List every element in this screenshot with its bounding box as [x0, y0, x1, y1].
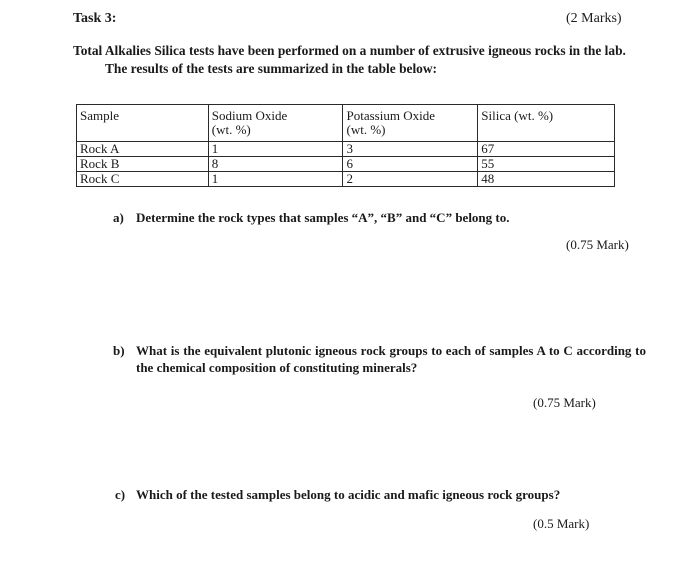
header-label: Sodium Oxide — [211, 108, 288, 123]
question-c-text: Which of the tested samples belong to acidic and mafic igneous rock groups? — [136, 487, 561, 502]
intro-text-line-2: The results of the tests are summarized in the table below: — [105, 61, 437, 76]
table-row — [77, 142, 615, 157]
cell-sodium-oxide: 1 — [208, 142, 343, 157]
cell-potassium-oxide: 6 — [343, 157, 478, 172]
question-c-label: c) — [115, 487, 126, 502]
question-b-label: b) — [113, 343, 125, 358]
results-table — [76, 104, 615, 187]
cell-sample: Rock B — [77, 157, 209, 172]
cell-silica: 55 — [478, 157, 615, 172]
question-b-text: What is the equivalent plutonic igneous rock groups to each of samples A to C according to the chemical composition of constituting minerals? — [136, 343, 646, 375]
table-header-row — [77, 105, 615, 142]
table-row — [77, 172, 615, 187]
question-c-marks: (0.5 Mark) — [533, 516, 590, 531]
header-label: Potassium Oxide — [346, 108, 435, 123]
question-b-marks: (0.75 Mark) — [533, 395, 596, 410]
cell-potassium-oxide: 3 — [343, 142, 478, 157]
task-total-marks: (2 Marks) — [566, 11, 622, 26]
header-label: Sample — [80, 108, 119, 123]
cell-silica: 67 — [478, 142, 615, 157]
intro-text-line-1: Total Alkalies Silica tests have been performed on a number of extrusive igneous rocks in the lab. — [73, 43, 626, 58]
cell-sodium-oxide: 8 — [208, 157, 343, 172]
question-a-marks: (0.75 Mark) — [566, 237, 629, 252]
question-a-text: Determine the rock types that samples “A”, “B” and “C” belong to. — [136, 210, 510, 225]
task-title: Task 3: — [73, 11, 117, 26]
header-unit: (wt. %) — [211, 122, 251, 137]
header-sodium-oxide — [208, 105, 343, 142]
cell-silica: 48 — [478, 172, 615, 187]
cell-sample: Rock A — [77, 142, 209, 157]
cell-potassium-oxide: 2 — [343, 172, 478, 187]
question-a-label: a) — [113, 210, 124, 225]
header-silica — [478, 105, 615, 142]
header-potassium-oxide — [343, 105, 478, 142]
header-unit: (wt. %) — [346, 122, 386, 137]
cell-sample: Rock C — [77, 172, 209, 187]
header-label: Silica (wt. %) — [481, 108, 554, 123]
header-sample — [77, 105, 209, 142]
cell-sodium-oxide: 1 — [208, 172, 343, 187]
table-row — [77, 157, 615, 172]
